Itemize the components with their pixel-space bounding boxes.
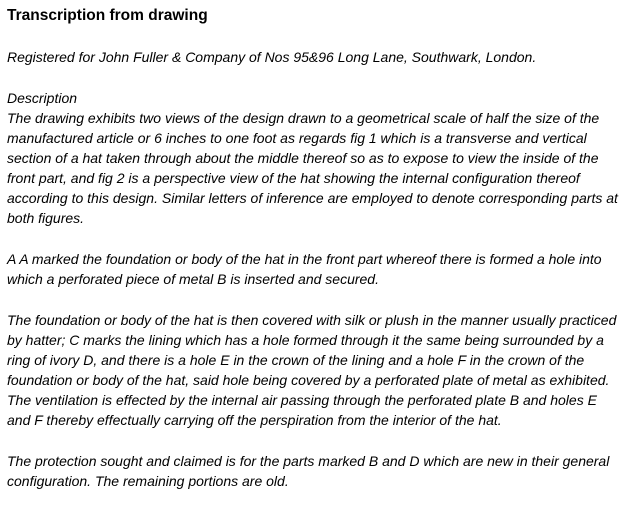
document-page [7, 0, 619, 526]
document-heading: Transcription from drawing [7, 7, 208, 24]
registration-line: Registered for John Fuller & Company of Nos 95&96 Long Lane, Southwark, London. [7, 49, 537, 65]
description-paragraph: The drawing exhibits two views of the design drawn to a geometrical scale of half the size of the manufactured article or 6 inches to one foot as regards fig 1 which is a transverse and vertical section of a hat taken through about the middle thereof so as to expose to view the inside of the front part, and fig 2 is a perspective view of the hat showing the internal configuration thereof according to this design. Similar letters of inference are employed to denote corresponding parts at both figures. [7, 110, 618, 226]
covering-paragraph: The foundation or body of the hat is then covered with silk or plush in the manner usually practiced by hatter; C marks the lining which has a hole formed through it the same being surrounded by a ring of ivory D, and there is a hole E in the crown of the lining and a hole F in the crown of the foundation or body of the hat, said hole being covered by a perforated plate of metal as exhibited. The ventilation is effected by the internal air passing through the perforated plate B and holes E and F thereby effectually carrying off the perspiration from the interior of the hat. [7, 312, 617, 428]
foundation-paragraph: A A marked the foundation or body of the hat in the front part whereof there is formed a hole into which a perforated piece of metal B is inserted and secured. [7, 251, 602, 287]
description-label: Description [7, 90, 78, 106]
protection-paragraph: The protection sought and claimed is for the parts marked B and D which are new in their general configuration. The remaining portions are old. [7, 453, 610, 489]
